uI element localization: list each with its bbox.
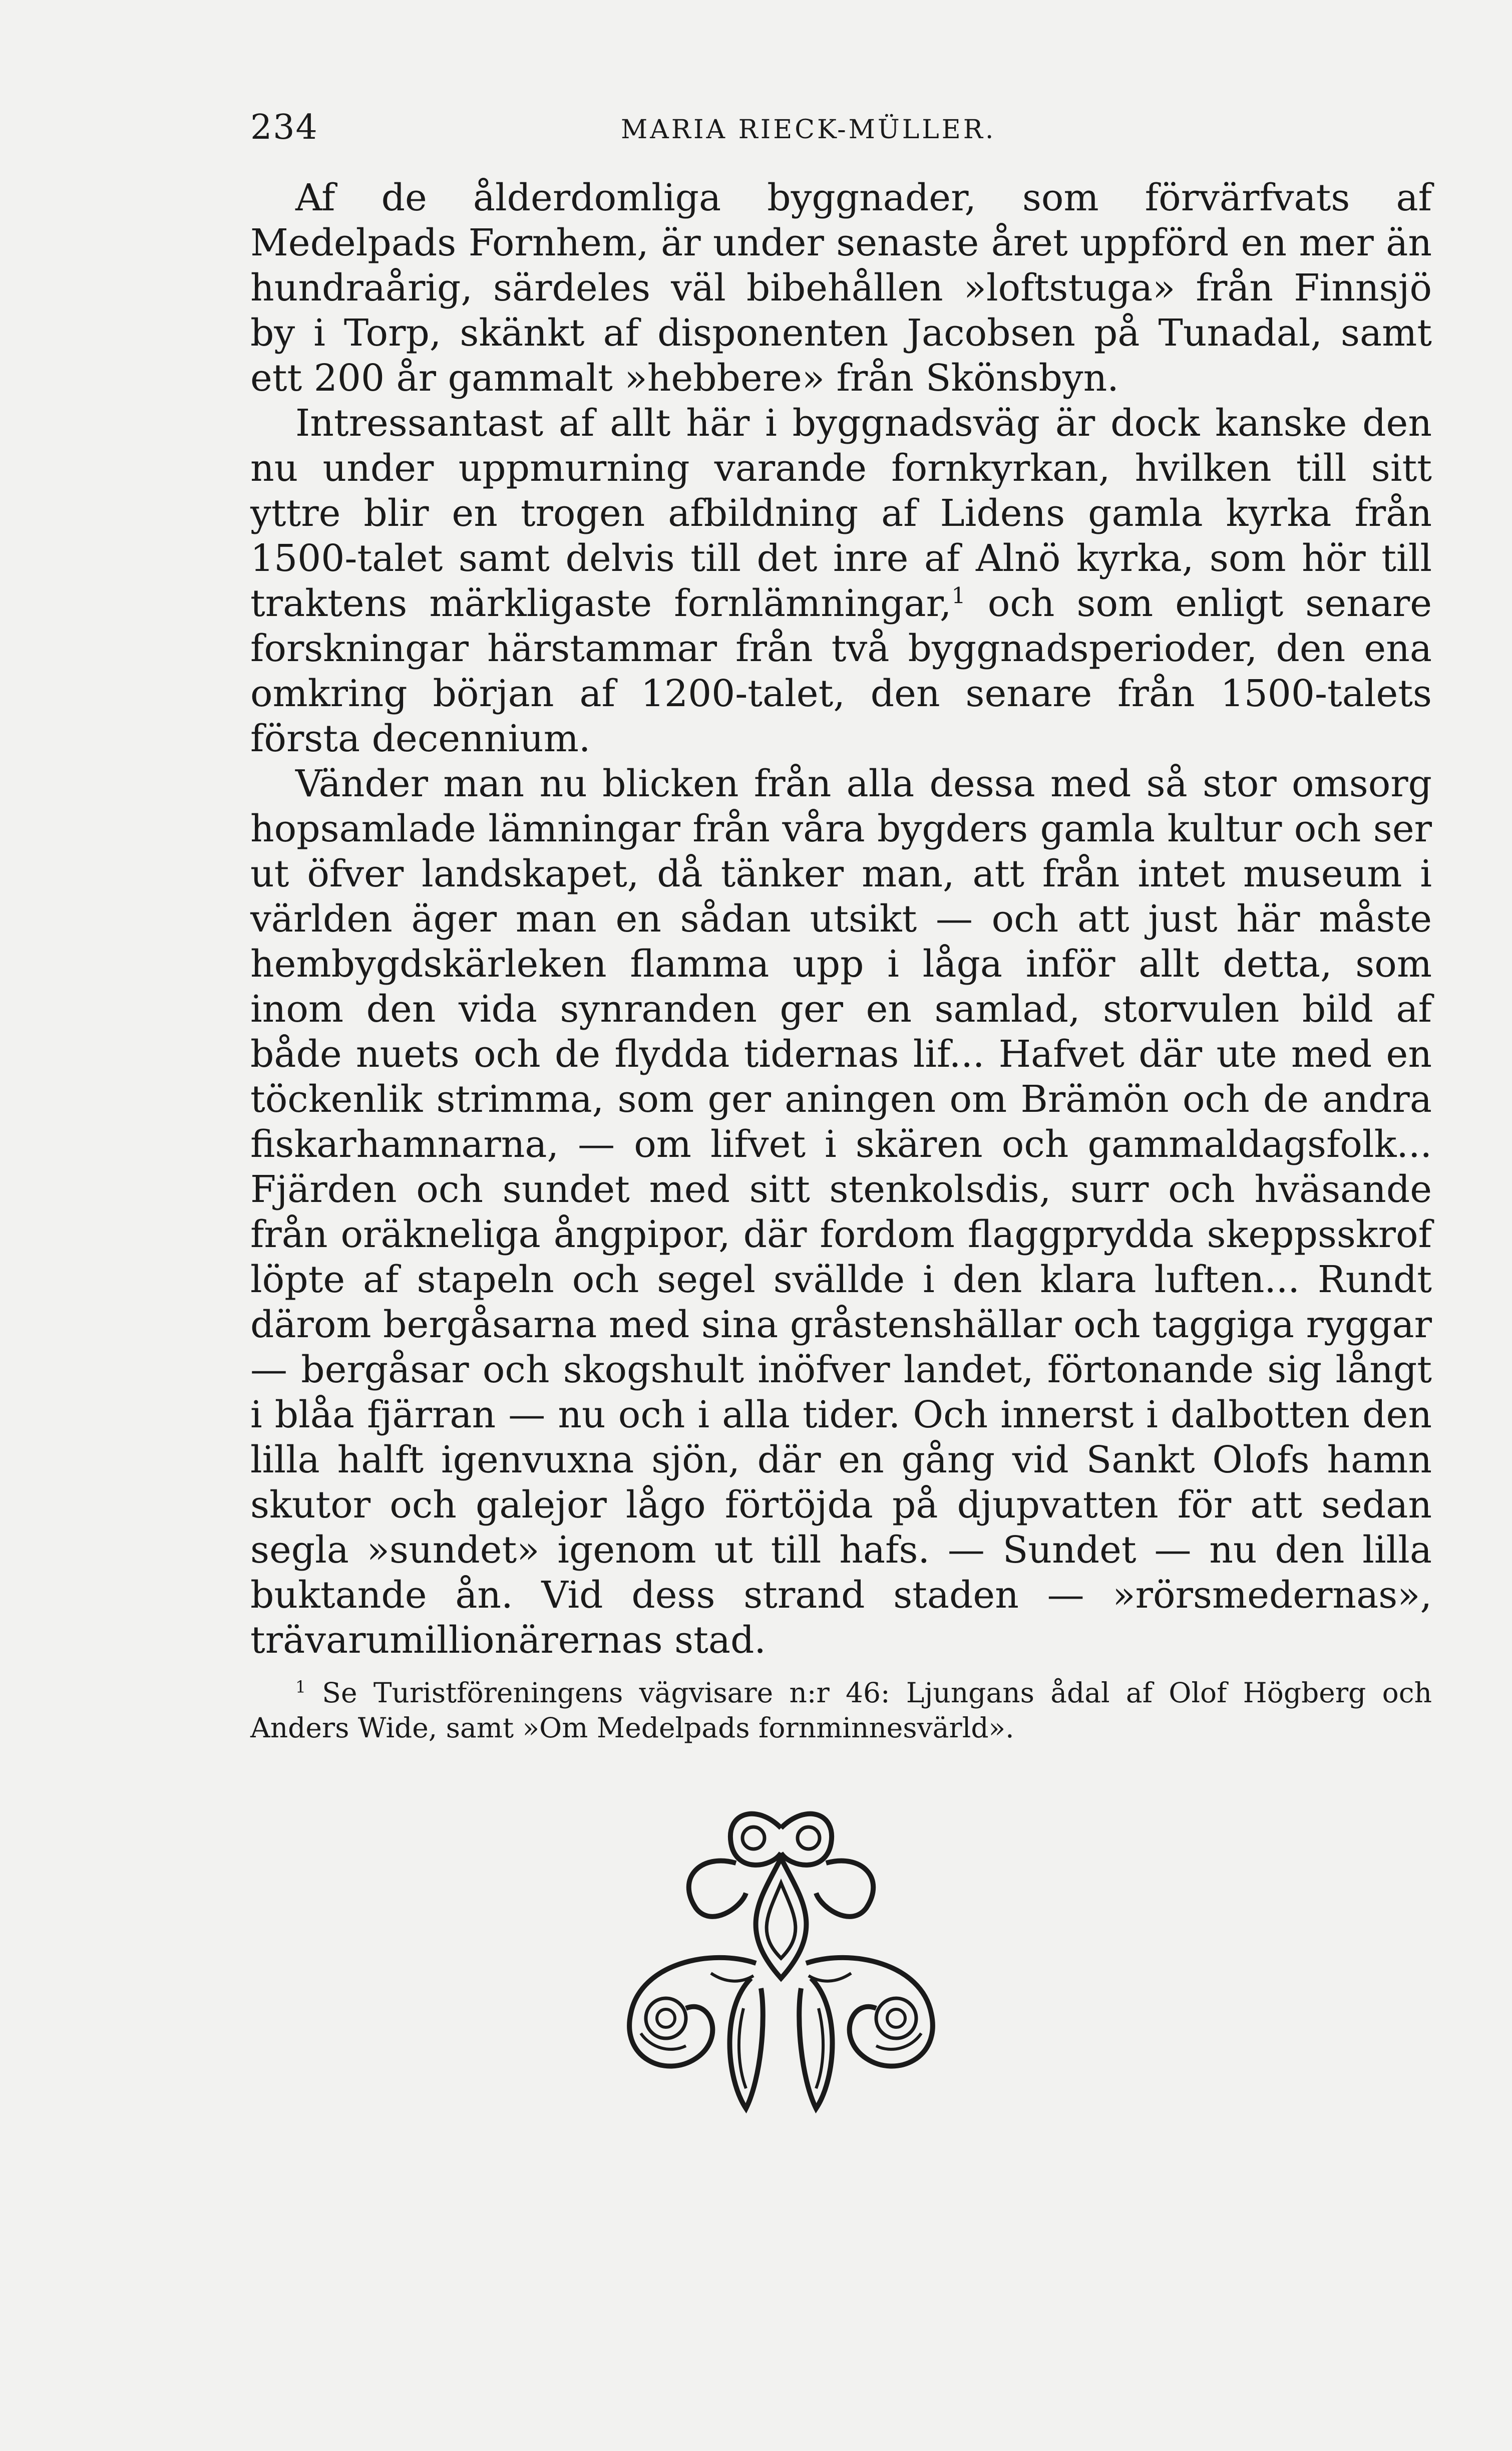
floral-ornament-icon <box>611 1798 951 2118</box>
footnote-reference: 1 <box>951 583 966 609</box>
running-head <box>250 108 1432 153</box>
footnote <box>250 1675 1432 1745</box>
paragraph-2 <box>250 401 1432 761</box>
paragraph-3: Vänder man nu blicken från alla dessa med så stor omsorg hopsamlade lämningar från våra bygders gamla kultur och ser ut öfver landskapet, då tänker man, att från intet museum i världen äger man en sådan utsikt — och att just här måste hembygdskärleken flamma upp i låga inför allt detta, som inom den vida synranden ger en samlad, storvulen bild af både nuets och de flydda tidernas lif... Hafvet där ute med en töckenlik strimma, som ger aningen om Brämön och de andra fiskarhamnarna, — om lifvet i skären och gammaldagsfolk... Fjärden och sundet med sitt stenkolsdis, surr och hväsande från oräkneliga ångpipor, där fordom flaggprydda skeppsskrof löpte af stapeln och segel svällde i den klara luften... Rundt därom bergåsarna med sina gråstenshällar och taggiga ryggar — bergåsar och skogshult inöfver landet, förtonande sig långt i blåa fjärran — nu och i alla tider. Och innerst i dalbotten den lilla halft igenvuxna sjön, där en gång vid Sankt Olofs hamn skutor och galejor lågo förtöjda på djupvatten för att sedan segla »sundet» igenom ut till hafs. — Sundet — nu den lilla buktande ån. Vid dess strand staden — »rörsmedernas», trävarumillionärernas stad. <box>250 762 1432 1662</box>
footnote-marker: 1 <box>295 1677 306 1697</box>
paragraph-1: Af de ålderdomliga byggnader, som förvärfvats af Medelpads Fornhem, är under senaste året uppförd en mer än hundraårig, särdeles väl bibehållen »loftstuga» från Finnsjö by i Torp, skänkt af disponenten Jacobsen på Tunadal, samt ett 200 år gammalt »hebbere» från Skönsbyn. <box>250 176 1432 400</box>
paragraph-2-continuation: och som enligt senare forskningar härstammar från två byggnadsperioder, den ena omkring början af 1200-talet, den senare från 1500-talets första decennium. <box>250 582 1432 760</box>
footnote-text: Se Turistföreningens vägvisare n:r 46: Ljungans ådal af Olof Högberg och Anders Wide, samt »Om Medelpads fornminnesvärld». <box>250 1677 1432 1744</box>
running-head-title: MARIA RIECK-MÜLLER. <box>621 115 996 145</box>
body-text <box>250 175 1432 1663</box>
paragraph-2-text: Intressantast af allt här i byggnadsväg är dock kanske den nu under uppmurning varande fornkyrkan, hvilken till sitt yttre blir en trogen afbildning af Lidens gamla kyrka från 1500-talet samt delvis till det inre af Alnö kyrka, som hör till traktens märkligaste fornlämningar, <box>250 402 1432 625</box>
page-number: 234 <box>250 108 318 147</box>
